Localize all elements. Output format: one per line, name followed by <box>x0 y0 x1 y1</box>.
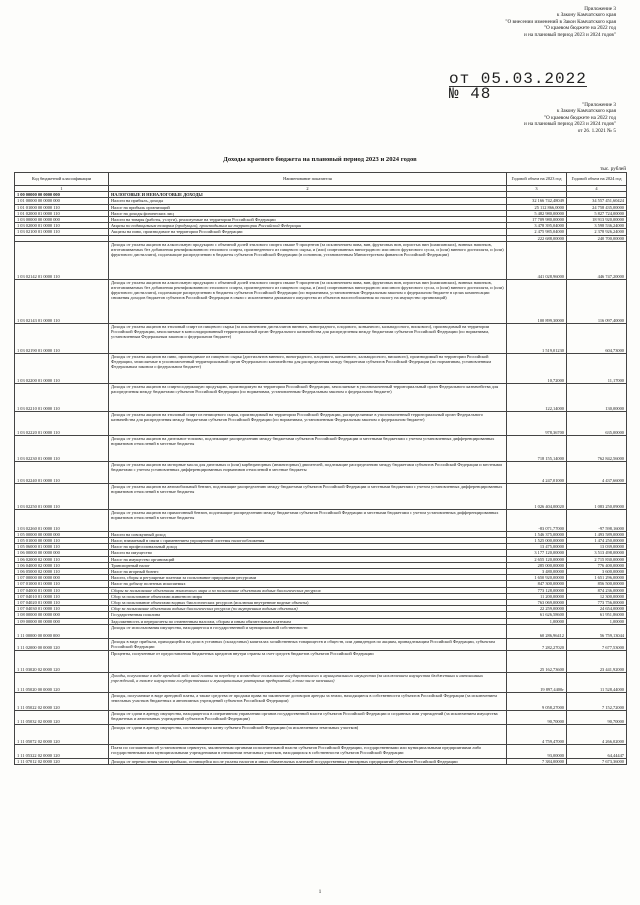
cell-code: 1 11 05022 02 0000 120 <box>15 692 109 710</box>
cell-v2: 4 437,66000 <box>567 461 627 483</box>
cell-name: Налоги на прибыль, доходы <box>109 198 507 204</box>
cell-v1: 847 300,00000 <box>507 581 567 587</box>
cell-code: 1 07 01000 01 0000 110 <box>15 581 109 587</box>
cell-code: 1 00 00000 00 0000 000 <box>15 192 109 198</box>
cell-code: 1 03 02143 01 0000 110 <box>15 279 109 323</box>
table-row <box>15 744 627 758</box>
cell-code: 1 05 00000 00 0000 000 <box>15 531 109 537</box>
cell-name: Налог на добычу полезных ископаемых <box>109 581 507 587</box>
cell-code: 1 11 05322 02 0000 120 <box>15 744 109 758</box>
header-line: "Приложение 3 <box>582 102 616 108</box>
cell-v2: -97 598,16000 <box>567 509 627 531</box>
cell-name: Доходы, получаемые в виде арендной платы, а также средства от продажи права на заключение договоров аренды за земли, находящиеся в собственности субъектов Российской Федерации (за исключением земельных участков бюджетных и автономных учреждений субъектов Российской Федерации) <box>109 692 507 710</box>
cell-v1: 3 480,00000 <box>507 569 567 575</box>
header-line: и на плановый период 2023 и 2024 годов" <box>524 121 616 128</box>
cell-v1: 2 475 985,04000 <box>507 229 567 235</box>
cell-v2: 7 673,36000 <box>567 758 627 764</box>
cell-code: 1 07 00000 00 0000 000 <box>15 575 109 581</box>
cell-name: Доходы от использования имущества, находящегося в государственной и муниципальной собственности <box>109 624 507 638</box>
cell-v2: 1 474 250,00000 <box>567 538 627 544</box>
cell-v1: 25 162,73600 <box>507 650 567 672</box>
previous-appendix-header <box>316 102 616 134</box>
cell-code: 1 11 02000 00 0000 120 <box>15 638 109 650</box>
cell-v2: 11 528,44000 <box>567 672 627 692</box>
cell-name: Доходы от сдачи в аренду имущества, составляющего казну субъекта Российской Федерации (за исключением земельных участков) <box>109 724 507 744</box>
cell-v1: 9 058,27000 <box>507 692 567 710</box>
cell-v1: 122,14000 <box>507 383 567 411</box>
cell-v1: 13 475,00000 <box>507 544 567 550</box>
cell-v2: 24 758 435,00000 <box>567 204 627 210</box>
cell-code: 1 05 06000 01 0000 110 <box>15 544 109 550</box>
cell-code: 1 01 00000 00 0000 000 <box>15 198 109 204</box>
cell-name: Налоги на совокупный доход <box>109 531 507 537</box>
cell-v1: 90,70000 <box>507 710 567 724</box>
cell-name: Сборы за пользование объектами животного мира и за пользование объектами водных биологических ресурсов <box>109 587 507 593</box>
cell-v1: 4 247,01000 <box>507 461 567 483</box>
cell-name: Сбор за пользование объектами водных биологических ресурсов (по внутренним водным объектам) <box>109 606 507 612</box>
table-row <box>15 411 627 435</box>
cell-v1: 19 897,4400г <box>507 672 567 692</box>
cell-code: 1 01 02000 01 0000 110 <box>15 210 109 216</box>
cell-v2: 4 266,02000 <box>567 724 627 744</box>
table-row <box>15 509 627 531</box>
unit-label: тыс. рублей <box>600 166 626 172</box>
cell-code: 1 07 04020 01 0000 110 <box>15 600 109 606</box>
cell-code: 1 03 02100 01 0000 110 <box>15 229 109 235</box>
cell-code: 1 11 07012 02 0000 120 <box>15 758 109 764</box>
cell-v2: 18 913 920,00000 <box>567 217 627 223</box>
cell-v1: 61 626,58600 <box>507 612 567 618</box>
cell-code: 1 03 02260 01 0000 110 <box>15 509 109 531</box>
cell-code: 1 07 04010 01 0000 110 <box>15 593 109 599</box>
table-row <box>15 624 627 638</box>
header-code: Код бюджетной классификации <box>15 173 109 186</box>
cell-v2: 1 083 250,09000 <box>567 483 627 509</box>
cell-name: Доходы от уплаты акцизов на дизельное топливо, подлежащие распределению между бюджетами субъектов Российской Федерации и местными бюджетами с учетом установленных дифференцированных нормативов отчислений в местные бюджеты <box>109 435 507 461</box>
cell-name: Налог на игорный бизнес <box>109 569 507 575</box>
cell-name: Государственная пошлина <box>109 612 507 618</box>
cell-name: Налоги на товары (работы, услуги), реализуемые на территории Российской Федерации <box>109 217 507 223</box>
cell-v2: 3 598 536,24000 <box>567 223 627 229</box>
header-line: "О краевом бюджете на 2022 год <box>543 114 616 121</box>
cell-v1: 1 546 375,00000 <box>507 531 567 537</box>
cell-code: 1 03 02230 01 0000 110 <box>15 435 109 461</box>
cell-code: 1 11 05032 02 0000 120 <box>15 710 109 724</box>
cell-v2: 7 677,53000 <box>567 638 627 650</box>
cell-v2: 2 378 926,24000 <box>567 229 627 235</box>
cell-name: Доходы от уплаты акцизов на этиловый спирт из непищевого сырья, производимый на территории Российской Федерации, распределяемые в уполномоченный территориальный орган Федерального казначейства для распределения между бюджетами субъектов Российской Федерации (по нормативам, установленным Федеральным законом о федеральном бюджете) <box>109 411 507 435</box>
page-number: 1 <box>318 889 322 895</box>
cell-name: Транспортный налог <box>109 562 507 568</box>
cell-v1: -83 071,77000 <box>507 509 567 531</box>
cell-name: Доходы от уплаты акцизов на моторные масла для дизельных и (или) карбюраторных (инжекторных) двигателей, подлежащие распределению между бюджетами субъектов Российской Федерации и местными бюджетами с учетом установленных дифференцированных нормативов отчислений в местные бюджеты <box>109 461 507 483</box>
cell-v1: 441 028,96000 <box>507 241 567 279</box>
colnum-2: 2 <box>109 186 507 192</box>
header-line: к Закону Камчатского края <box>556 12 616 19</box>
table-row <box>15 692 627 710</box>
cell-v2: 13 039,00000 <box>567 544 627 550</box>
cell-v1: 11 200,00000 <box>507 593 567 599</box>
cell-v2: 1 493 589,00000 <box>567 531 627 537</box>
cell-name: Налоги на имущество <box>109 550 507 556</box>
stamp-date: от 05.03.2022 <box>449 70 587 88</box>
table-row <box>15 323 627 353</box>
cell-v1: 93,00000 <box>507 744 567 758</box>
document-title: Доходы краевого бюджета на плановый период 2023 и 2024 годов <box>223 156 417 163</box>
cell-v2: 1 651 296,00000 <box>567 575 627 581</box>
cell-v2: 24 654,00000 <box>567 606 627 612</box>
cell-name: Доходы от сдачи в аренду имущества, находящегося в оперативном управлении органов государственной власти субъектов Российской Федерации и созданных ими учреждений (за исключением имущества бюджетных и автономных учреждений субъектов Российской Федерации) <box>109 710 507 724</box>
cell-v1: 1 650 920,00000 <box>507 575 567 581</box>
cell-name: Доходы от уплаты акцизов на спиртосодержащую продукцию, производимую на территории Российской Федерации, зачисляемые в уполномоченный территориальный орган Федерального казначейства для распределения между бюджетами субъектов Российской Федерации (по нормативам, установленным Федеральным законом о федеральном бюджете) <box>109 383 507 411</box>
cell-name: Доходы от уплаты акцизов на этиловый спирт из пищевого сырья (за исключением дистиллятов винного, виноградного, плодового, коньячного, кальвадосного, вискового), производимый на территории Российской Федерации, зачисляемые в консолидированный территориальный орган Федерального казначейства для распределения между бюджетами субъектов Российской Федерации (по нормативам, установленным Федеральным законом о федеральном бюджете) <box>109 323 507 353</box>
cell-name: Доходы от перечисления части прибыли, остающейся после уплаты налогов и иных обязательных платежей государственных унитарных предприятий субъектов Российской Федерации <box>109 758 507 764</box>
cell-v1: 1,00000 <box>507 618 567 624</box>
cell-v1: 1 026 404,00020 <box>507 483 567 509</box>
cell-name: Налог на имущество организаций <box>109 556 507 562</box>
cell-name: Доходы от уплаты акцизов на автомобильный бензин, подлежащие распределению между бюджетами субъектов Российской Федерации и местными бюджетами с учетом установленных дифференцированных нормативов отчислений в местные бюджеты <box>109 483 507 509</box>
cell-v1: 17 709 980,00000 <box>507 217 567 223</box>
cell-v1: 4 759,47000 <box>507 724 567 744</box>
cell-v2: 240 700,00000 <box>567 235 627 241</box>
header-2024: Годовой объем на 2024 год <box>567 173 627 186</box>
cell-v1: 285 000,00000 <box>507 562 567 568</box>
cell-code: 1 11 00000 00 0000 000 <box>15 624 109 638</box>
colnum-3: 3 <box>507 186 567 192</box>
cell-v2: 12 300,00000 <box>567 593 627 599</box>
table-row <box>15 724 627 744</box>
table-row <box>15 638 627 650</box>
table-header-row <box>15 173 627 186</box>
table-row <box>15 758 627 764</box>
cell-v2: 23 441,92000 <box>567 650 627 672</box>
cell-v1: 7 282,27020 <box>507 638 567 650</box>
cell-code: 1 01 01000 00 0000 110 <box>15 204 109 210</box>
table-row <box>15 279 627 323</box>
table-row <box>15 483 627 509</box>
cell-code: 1 03 02200 01 0000 110 <box>15 353 109 383</box>
cell-name: Доходы от уплаты акцизов на пиво, производимое из пищевого сырья (дистиллятов винного, виноградного, плодового, коньячного, кальвадосного, вискового), производимый на территории Российской Федерации, зачисляемые в уполномоченный территориальный орган Федерального казначейства для распределения между бюджетами субъектов Российской Федерации (по нормативам, установленным Федеральным законом о федеральном бюджете) <box>109 353 507 383</box>
cell-v1: 763 069,00000 <box>507 600 567 606</box>
cell-v1: 7 384,00000 <box>507 758 567 764</box>
table-row <box>15 461 627 483</box>
cell-name: Проценты, полученные от предоставления бюджетных кредитов внутри страны за счет средств бюджетов субъектов Российской Федерации <box>109 650 507 672</box>
cell-name: Налоги, сборы и регулярные платежи за пользование природными ресурсами <box>109 575 507 581</box>
header-line: и на плановый период 2023 и 2024 годов" <box>524 31 616 38</box>
cell-v2: 5 827 724,00000 <box>567 210 627 216</box>
cell-name: Сбор за пользование объектами водных биологических ресурсов (исключая внутренние водные объекты) <box>109 600 507 606</box>
cell-code: 1 07 04030 01 0000 110 <box>15 606 109 612</box>
header-line: Приложение 3 <box>584 6 616 12</box>
cell-v1: 3 177 120,00000 <box>507 550 567 556</box>
cell-name: Налог на доходы физических лиц <box>109 210 507 216</box>
cell-v1: 60 286,96412 <box>507 624 567 638</box>
cell-code: 1 06 05000 02 0000 110 <box>15 569 109 575</box>
table-row <box>15 241 627 279</box>
header-line: "О краевом бюджете на 2022 год <box>543 25 616 32</box>
cell-name: Налог на профессиональный доход <box>109 544 507 550</box>
cell-v1: 978,36700 <box>507 411 567 435</box>
cell-code: 1 11 05020 00 0000 120 <box>15 672 109 692</box>
cell-v2: 34 557 451,60424 <box>567 198 627 204</box>
cell-v2: 2 715 830,00000 <box>567 556 627 562</box>
cell-v2: 762 842,56000 <box>567 435 627 461</box>
cell-v2: 773 756,00000 <box>567 600 627 606</box>
cell-v2: 3 600,00000 <box>567 569 627 575</box>
cell-name: Акцизы на пиво, производимое на территории Российской Федерации <box>109 229 507 235</box>
table-row <box>15 353 627 383</box>
cell-v1: 718 155,14000 <box>507 435 567 461</box>
cell-code: 1 03 02190 01 0000 110 <box>15 323 109 353</box>
table-body <box>15 192 627 765</box>
cell-v2: 776 400,00000 <box>567 562 627 568</box>
header-2023: Годовой объем на 2023 год <box>507 173 567 186</box>
cell-code: 1 06 00000 00 0000 000 <box>15 550 109 556</box>
cell-v2: 11,17000 <box>567 353 627 383</box>
cell-code: 1 03 02220 01 0000 110 <box>15 411 109 435</box>
cell-v1: 1 525 000,00000 <box>507 538 567 544</box>
cell-name: Акцизы по подакцизным товарам (продукции), производимым на территории Российской Федерации <box>109 223 507 229</box>
cell-v1: 773 128,00000 <box>507 587 567 593</box>
cell-code: 1 06 04000 02 0000 110 <box>15 562 109 568</box>
cell-name: Доходы от уплаты акцизов на алкогольную продукцию с объемной долей этилового спирта свыше 9 процентов (за исключением пива, вин, фруктовых вин, игристых вин (шампанских), винных напитков, изготавливаемых без добавления ректификованного этилового спирта, произведенного из пищевого сырья, и (или) спиртованных виноградного или иного фруктового сусла, и (или) винного дистиллята, и (или) фруктового дистиллята), подлежащие распределению в бюджеты субъектов Российской Федерации (по нормативам, установленным Федеральным законом о федеральном бюджете в целях компенсации снижения доходов бюджетов субъектов Российской Федерации в связи с исключением движимого имущества из объектов налогообложения по налогу на имущество организаций) <box>109 279 507 323</box>
cell-code: 1 03 02250 01 0000 110 <box>15 483 109 509</box>
header-name: Наименование показателя <box>109 173 507 186</box>
header-line: от 26. 1.2021 № 5 <box>577 127 616 134</box>
cell-code: 1 07 04000 01 0000 110 <box>15 587 109 593</box>
cell-code: 1 11 03020 02 0000 120 <box>15 650 109 672</box>
cell-v1: 22 259,00000 <box>507 606 567 612</box>
cell-name: Доходы, получаемые в виде арендной либо иной платы за передачу в возмездное пользование государственного и муниципального имущества (за исключением имущества бюджетных и автономных учреждений, а также имущества государственных и муниципальных унитарных предприятий, в том числе казенных) <box>109 672 507 692</box>
cell-code: 1 09 00000 00 0000 000 <box>15 618 109 624</box>
cell-name: Налог, взимаемый в связи с применением упрощенной системы налогообложения <box>109 538 507 544</box>
cell-name: Сбор за пользование объектами животного мира <box>109 593 507 599</box>
stamp-number: № 48 <box>449 85 492 103</box>
cell-code: 1 05 01000 00 0000 110 <box>15 538 109 544</box>
cell-v1: 5 482 980,00000 <box>507 210 567 216</box>
cell-v2: 7 152,72000 <box>567 692 627 710</box>
cell-v2: 130,00000 <box>567 383 627 411</box>
table-row <box>15 383 627 411</box>
cell-v2: 874 236,00000 <box>567 587 627 593</box>
cell-v2: 61 951,86000 <box>567 612 627 618</box>
cell-v1: 3 478 395,04000 <box>507 223 567 229</box>
appendix-header <box>316 6 616 38</box>
cell-v2: 3 513 498,00000 <box>567 550 627 556</box>
colnum-4: 4 <box>567 186 627 192</box>
cell-v1: 222 688,00000 <box>507 235 567 241</box>
cell-v2: 604,73000 <box>567 323 627 353</box>
cell-code: 1 08 00000 00 0000 000 <box>15 612 109 618</box>
cell-v1: 25 112 866,0000 <box>507 204 567 210</box>
cell-name: Налог на прибыль организаций <box>109 204 507 210</box>
cell-v2: 90,70000 <box>567 710 627 724</box>
cell-code: 1 03 02240 01 0000 110 <box>15 461 109 483</box>
cell-v1: 1 519,01230 <box>507 323 567 353</box>
cell-v2: 64,44447 <box>567 744 627 758</box>
cell-v2: 635,00000 <box>567 411 627 435</box>
cell-v1: 100 899,30000 <box>507 279 567 323</box>
cell-v1: 10,72000 <box>507 353 567 383</box>
cell-v2: 856 500,00000 <box>567 581 627 587</box>
cell-name: Доходы от уплаты акцизов на прямогонный бензин, подлежащие распределению между бюджетами субъектов Российской Федерации и местными бюджетами с учетом установленных дифференцированных нормативов отчислений в местные бюджеты <box>109 509 507 531</box>
cell-code: 1 03 00000 00 0000 000 <box>15 217 109 223</box>
table-row <box>15 710 627 724</box>
cell-code: 1 03 02142 01 0000 110 <box>15 241 109 279</box>
revenue-table <box>14 172 627 765</box>
cell-v1: 2 655 120,00000 <box>507 556 567 562</box>
cell-name: Доходы в виде прибыли, приходящейся на доли в уставных (складочных) капиталах хозяйственных товариществ и обществ, или дивидендов по акциям, принадлежащим Российской Федерации, субъектам Российской Федерации <box>109 638 507 650</box>
colnum-1: 1 <box>15 186 109 192</box>
cell-v2: 116 097,40000 <box>567 279 627 323</box>
header-line: к Закону Камчатского края <box>556 108 616 115</box>
cell-name: НАЛОГОВЫЕ И НЕНАЛОГОВЫЕ ДОХОДЫ <box>109 192 507 198</box>
cell-code: 1 03 02000 01 0000 110 <box>15 223 109 229</box>
header-line: "О внесении изменений в Закон Камчатского края <box>505 18 616 25</box>
cell-v1: 32 166 742,48049 <box>507 198 567 204</box>
cell-v2: 56 759,13044 <box>567 624 627 638</box>
cell-code: 1 11 05072 02 0000 120 <box>15 724 109 744</box>
cell-name: Задолженность и перерасчеты по отмененным налогам, сборам и иным обязательным платежам <box>109 618 507 624</box>
cell-name: Плата по соглашениям об установлении сервитута, заключенным органами исполнительной власти субъектов Российской Федерации, государственными или муниципальными предприятиями либо государственными или муниципальными учреждениями в отношении земельных участков, находящихся в собственности субъектов Российской Федерации <box>109 744 507 758</box>
handwritten-date-stamp <box>449 72 587 101</box>
cell-code: 1 03 02210 01 0000 110 <box>15 383 109 411</box>
cell-code: 1 06 02000 02 0000 110 <box>15 556 109 562</box>
table-row <box>15 672 627 692</box>
cell-name: Доходы от уплаты акцизов на алкогольную продукцию с объемной долей этилового спирта свыше 9 процентов (за исключением пива, вин, фруктовых вин, игристых вин (шампанских), винных напитков, изготавливаемых без добавления ректификованного этилового спирта, произведенного из пищевого сырья, и (или) спиртованных виноградного или иного фруктового сусла, и (или) винного дистиллята, и (или) фруктового дистиллята), подлежащие распределению в бюджеты субъектов Российской Федерации (в основном, установленным Министерством финансов Российской Федерации) <box>109 241 507 279</box>
cell-v2: 446 747,20000 <box>567 241 627 279</box>
cell-v2: 1,00000 <box>567 618 627 624</box>
table-row <box>15 650 627 672</box>
table-row <box>15 435 627 461</box>
